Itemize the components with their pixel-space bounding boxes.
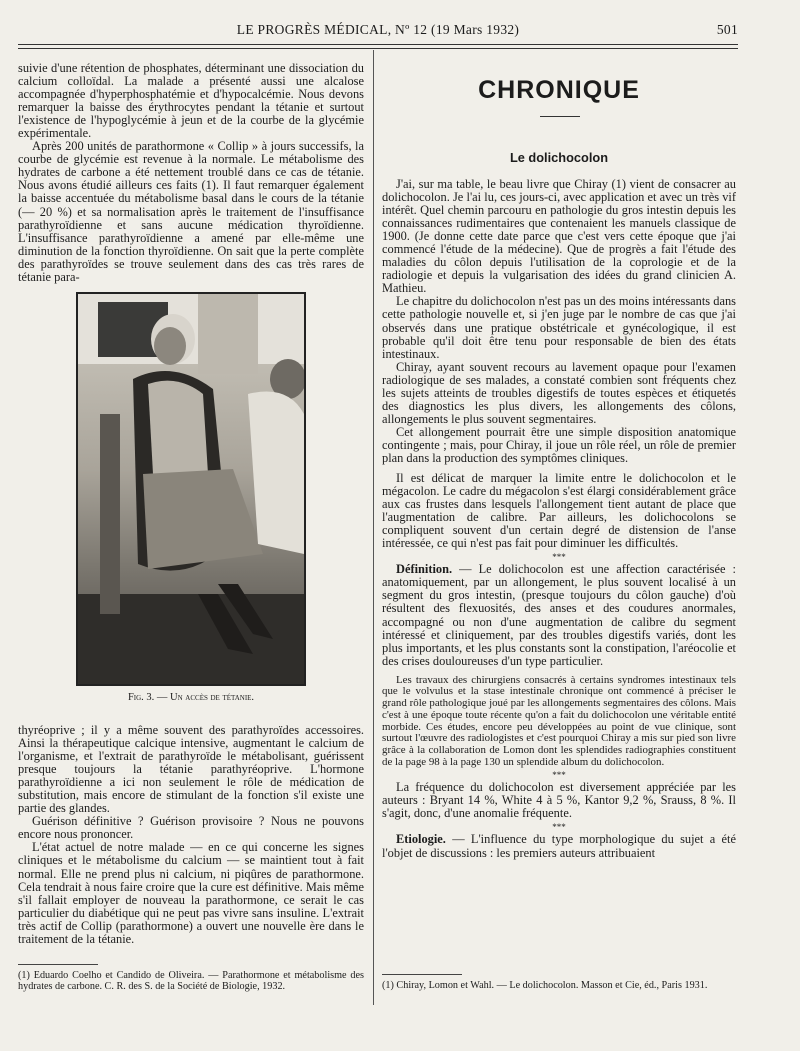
header-rule-thin [18, 48, 738, 49]
left-paragraph-4: Guérison définitive ? Guérison provisoire ? Nous ne pouvons encore nous prononcer. [18, 814, 364, 842]
right-paragraph-3: Chiray, ayant souvent recours au lavement opaque pour l'examen radiologique de ses malades, a constaté combien sont fréquents chez les sujets atteints de troubles digestifs de toutes espèces et étiquetés des diagnostics les plus divers, les allongements des côlons, allongements le plus souvent segmentaires. [382, 359, 736, 426]
figure-caption: Fig. 3. — Un accès de tétanie. [127, 692, 255, 703]
right-footnote-rule [382, 974, 462, 975]
journal-title: LE PROGRÈS MÉDICAL, Nº 12 (19 Mars 1932) [236, 22, 520, 37]
definition-paragraph: Définition. — Le dolichocolon est une affection caractérisée : anatomiquement, par un allongement, le plus souvent localisé à un segment du gros intestin, (presque toujours du côlon gauche) d'où résultent des flexuosités, des anses et des coudures anormales, accompagné ou non d'une augmentation de calibre du segment intéressé et cliniquement, par des troubles digestifs variés, dont les plus importants, et les plus constants sont la constipation, l'aréocolie et des crises douloureuses d'un type particulier. [382, 562, 736, 668]
left-footnote: (1) Eduardo Coelho et Candido de Oliveira. — Parathormone et métabolisme des hydrates de carbone. C. R. des S. de la Société de Biologie, 1932. [18, 970, 364, 992]
section-title: CHRONIQUE [478, 76, 640, 104]
article-title: Le dolichocolon [509, 150, 609, 165]
section-separator-stars: *** [552, 552, 566, 563]
right-paragraph-4: Cet allongement pourrait être une simple disposition anatomique contingente ; mais, pour Chiray, il joue un rôle réel, un rôle de premier plan dans la production des symptômes cliniques. [382, 424, 736, 465]
section-separator-stars-2: *** [552, 770, 566, 781]
header-rule [18, 44, 738, 45]
left-paragraph-3: thyréoprive ; il y a même souvent des parathyroïdes accessoires. Ainsi la thérapeutique calcique intensive, augmentant le calcium de l'organisme, et l'extrait de parathyroïde le métabolisant, guérissent presque toujours la tétanie parathyréoprive. L'hormone parathyroïdienne a ici non seulement le rôle de médication de substitution, mais encore de stimulant de la fonction s'il existe une partie des glandes. [18, 723, 364, 816]
left-column-top [18, 62, 364, 284]
etiology-label: Etiologie. [396, 832, 446, 847]
left-footnote-rule [18, 964, 98, 965]
left-paragraph-1: suivie d'une rétention de phosphates, déterminant une dissociation du calcium colloïdal. La malade a présenté aussi une alcalose accompagnée d'hyperphosphatémie et d'hypocalcémie. Nous devons remarquer la baisse des érythrocytes pendant la tétanie et surtout l'existence de l'hypoglycémie à jeun et de la courbe de la glycémie expérimentale. [18, 61, 364, 141]
photograph-illustration [78, 294, 304, 684]
page-header [18, 22, 738, 40]
left-column-bottom [18, 724, 364, 946]
section-title-rule [540, 116, 580, 117]
right-footnote: (1) Chiray, Lomon et Wahl. — Le dolichocolon. Masson et Cie, éd., Paris 1931. [382, 980, 708, 991]
right-paragraph-2: Le chapitre du dolichocolon n'est pas un des moins intéressants dans cette pathologie nouvelle et, si j'en juge par le nombre de cas que j'ai observés dans une pratique obstétricale et gynécologique, il est probable qu'il doit être tenu pour responsable de bien des états intestinaux. [382, 294, 736, 361]
tetany-photograph [76, 292, 306, 686]
right-paragraph-1: J'ai, sur ma table, le beau livre que Chiray (1) vient de consacrer au dolichocolon. Je l'ai lu, ces jours-ci, avec application et avec un très vif intérêt. Quel chemin parcouru en pathologie du gros intestin depuis les connaissances rudimentaires que contenaient les manuels classique de 1900. (Je donne cette date parce que c'est vers cette époque que j'ai commencé l'étude de la médecine). Que de progrès a fait l'étude des maladies du côlon depuis l'utilisation de la coprologie et de la radiologie et depuis la vulgarisation des idées du grand clinicien A. Mathieu. [382, 177, 736, 296]
etiology-paragraph: Etiologie. — L'influence du type morphologique du sujet a été l'objet de discussions : les premiers auteurs attribuaient [382, 832, 736, 860]
right-paragraph-7: Les travaux des chirurgiens consacrés à certains syndromes intestinaux tels que le volvulus et la stase intestinale chronique ont commencé à préciser le grand rôle pathologique joué par les allongements segmentaires des côlons. Mais c'est à une époque toute récente qu'on a fait du dolichocolon une véritable entité morbide. Ces études, encore peu développées au point de vue clinique, sont surtout l'œuvre des radiologistes et c'est pourquoi Chiray a mis sur pied son livre grâce à la collaboration de Lomon dont les splendides radiographies constituent de la page 98 à la page 130 un splendide album du dolichocolon. [382, 673, 736, 768]
left-paragraph-5: L'état actuel de notre malade — en ce qui concerne les signes cliniques et le métabolisme du calcium — se maintient tout à fait normal. Elle ne prend plus ni calcium, ni piqûres de parathormone. Cela tendrait à nous faire croire que la cure est définitive. Mais même s'il fallait employer de nouveau la parathormone, ce serait le cas particulier du diabétique qui ne peut pas vivre sans insuline. L'extrait très actif de Collip (parathormone) a ouvert une nouvelle ère dans le traitement de la tétanie. [18, 840, 364, 946]
right-paragraph-5: Il est délicat de marquer la limite entre le dolichocolon et le mégacolon. Le cadre du mégacolon s'est élargi considérablement grâce aux cas frustes dans lesquels l'allongement tient autant de place que l'augmentation de calibre. Par ailleurs, les dolichocolons se compliquent souvent d'un certain degré de distension de l'anse intéressée, ce qui n'est pas fait pour diminuer les difficultés. [382, 471, 736, 551]
page-number: 501 [716, 22, 738, 37]
right-column [382, 178, 736, 860]
section-separator-stars-3: *** [552, 822, 566, 833]
column-separator [373, 50, 374, 1005]
left-paragraph-2: Après 200 unités de parathormone « Collip » à jours successifs, la courbe de glycémie est revenue à la normale. Le métabolisme des hydrates de carbone a été nettement troublé dans ce cas de tétanie. Nous avons étudié ailleurs ces faits (1). Il faut remarquer également la baisse accentuée du métabolisme basal dans le cours de la tétanie (— 20 %) et sa normalisation après le traitement de l'insuffisance parathyroïdienne et sans aucune médication thyroïdienne. L'insuffisance parathyroïdienne a amené par elle-même une diminution de la fonction thyroïdienne. On sait que la perte complète des parathyroïdes se trouve seulement dans des cas très rares de tétanie para- [18, 139, 364, 284]
right-paragraph-8: La fréquence du dolichocolon est diversement appréciée par les auteurs : Bryant 14 %, White 4 à 5 %, Kantor 9,2 %, Srauss, 8 %. Il s'agit, donc, d'une anomalie fréquente. [382, 780, 736, 821]
definition-label: Définition. [396, 562, 453, 577]
